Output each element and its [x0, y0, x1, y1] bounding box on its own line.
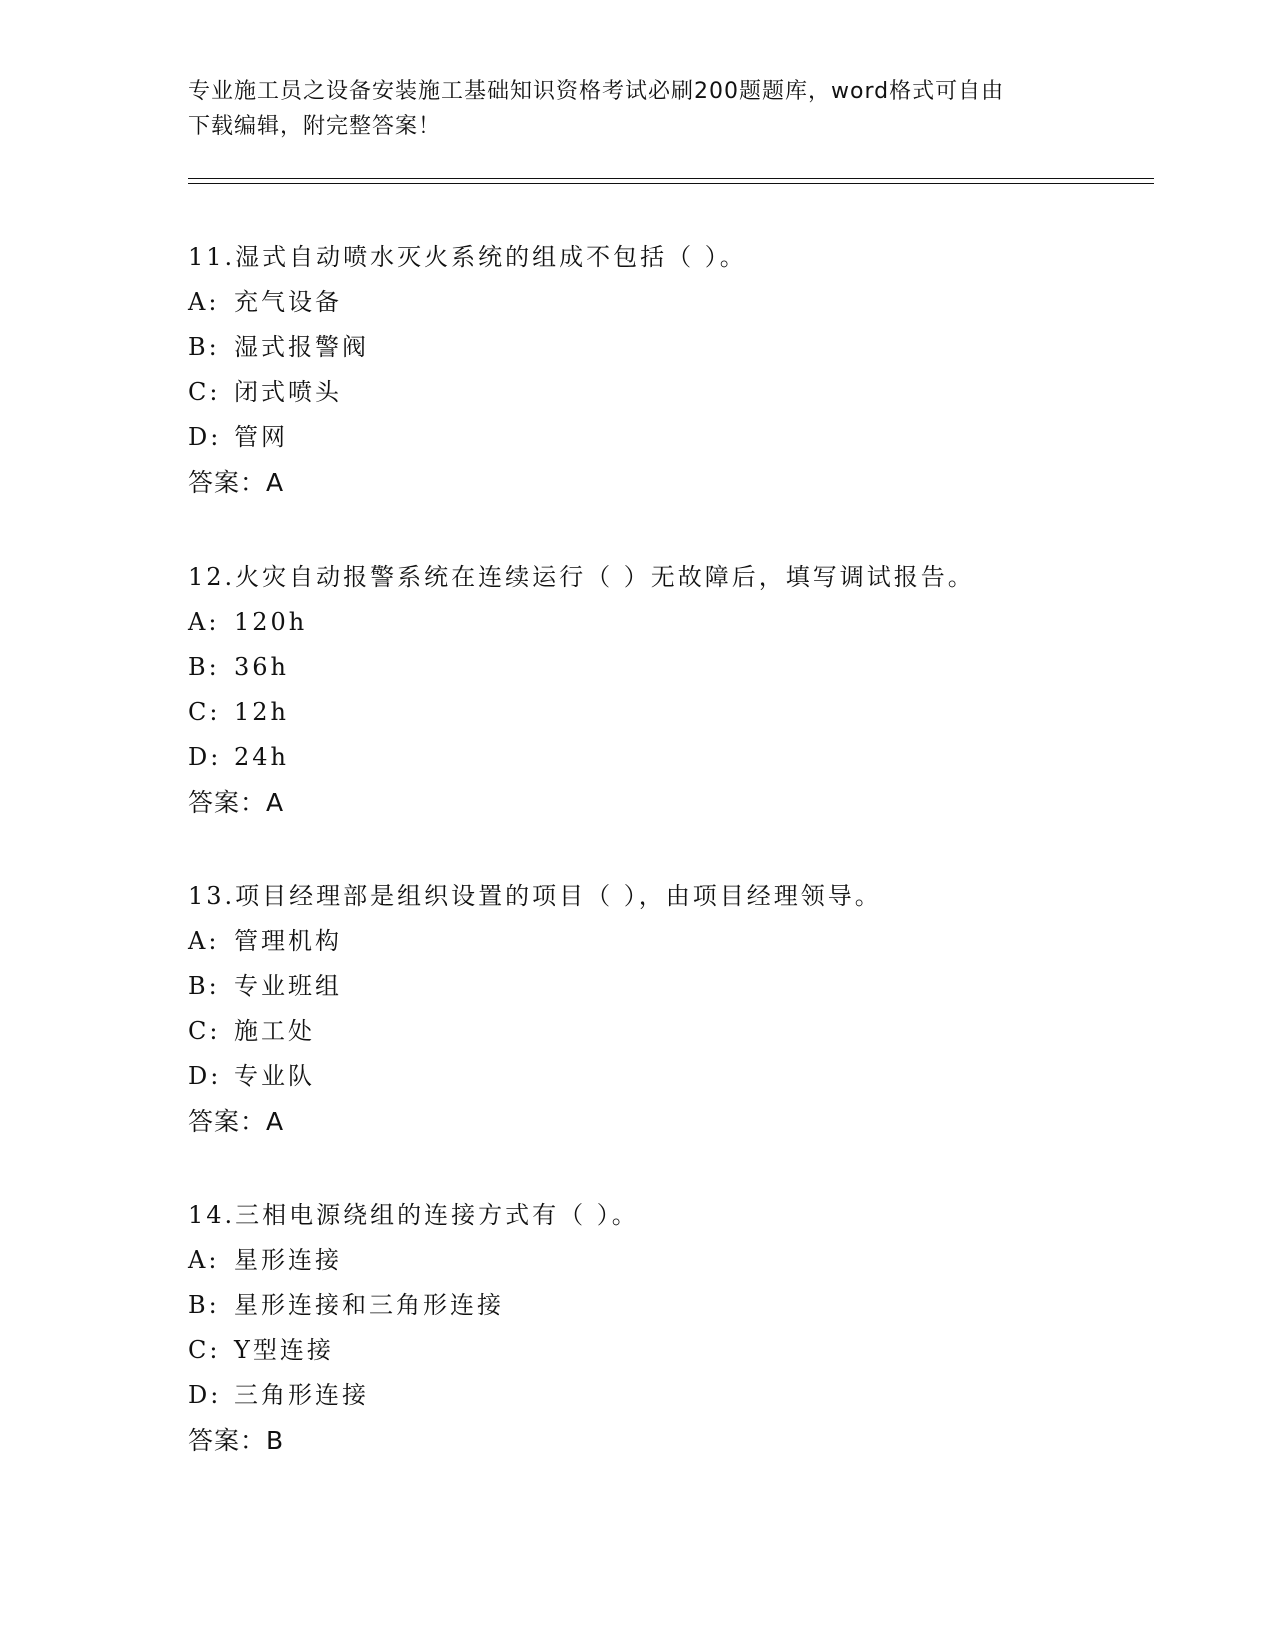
option-key: A: — [188, 288, 220, 316]
question-13 — [188, 874, 1148, 1144]
option-b — [188, 645, 1148, 690]
option-c — [188, 370, 1148, 415]
option-text: 36h — [234, 653, 289, 681]
option-key: B: — [188, 653, 220, 681]
header-line-2: 下载编辑，附完整答案！ — [188, 114, 442, 139]
option-b — [188, 1283, 1148, 1328]
option-c — [188, 1328, 1148, 1373]
question-11 — [188, 235, 1148, 505]
option-text: Y型连接 — [234, 1336, 334, 1364]
header-divider-top — [188, 178, 1154, 179]
option-text: 专业队 — [234, 1062, 315, 1090]
header-divider-bottom — [188, 183, 1154, 184]
option-a — [188, 919, 1148, 964]
option-c — [188, 690, 1148, 735]
answer-line: 答案：B — [188, 1426, 285, 1455]
option-key: C: — [188, 1017, 221, 1045]
option-key: A: — [188, 608, 220, 636]
option-key: A: — [188, 1246, 220, 1274]
option-key: D: — [188, 423, 222, 451]
option-text: 星形连接 — [234, 1246, 342, 1274]
option-text: 星形连接和三角形连接 — [234, 1291, 504, 1319]
answer-line: 答案：A — [188, 1107, 285, 1136]
option-a — [188, 280, 1148, 325]
question-stem: 12.火灾自动报警系统在连续运行（ ）无故障后，填写调试报告。 — [188, 563, 975, 591]
option-d — [188, 735, 1148, 780]
question-12 — [188, 555, 1148, 825]
option-text: 专业班组 — [234, 972, 342, 1000]
question-14 — [188, 1193, 1148, 1463]
option-text: 120h — [234, 608, 308, 636]
option-b — [188, 325, 1148, 370]
option-key: D: — [188, 1062, 222, 1090]
option-text: 管理机构 — [234, 927, 342, 955]
option-a — [188, 1238, 1148, 1283]
option-key: D: — [188, 1381, 222, 1409]
option-b — [188, 964, 1148, 1009]
option-text: 24h — [234, 743, 289, 771]
document-header — [188, 74, 1088, 144]
option-c — [188, 1009, 1148, 1054]
option-text: 充气设备 — [234, 288, 342, 316]
option-key: C: — [188, 378, 221, 406]
header-line-1: 专业施工员之设备安装施工基础知识资格考试必刷200题题库，word格式可自由 — [188, 79, 1005, 104]
option-key: B: — [188, 1291, 220, 1319]
option-text: 施工处 — [234, 1017, 315, 1045]
option-d — [188, 1373, 1148, 1418]
option-key: B: — [188, 333, 220, 361]
option-key: C: — [188, 1336, 221, 1364]
question-stem: 13.项目经理部是组织设置的项目（ ），由项目经理领导。 — [188, 882, 882, 910]
question-stem: 14.三相电源绕组的连接方式有（ ）。 — [188, 1201, 639, 1229]
option-text: 湿式报警阀 — [234, 333, 369, 361]
option-key: A: — [188, 927, 220, 955]
option-key: C: — [188, 698, 221, 726]
option-text: 闭式喷头 — [234, 378, 342, 406]
answer-line: 答案：A — [188, 468, 285, 497]
option-text: 管网 — [234, 423, 288, 451]
option-a — [188, 600, 1148, 645]
option-text: 12h — [234, 698, 289, 726]
option-d — [188, 1054, 1148, 1099]
option-d — [188, 415, 1148, 460]
option-key: B: — [188, 972, 220, 1000]
question-stem: 11.湿式自动喷水灭火系统的组成不包括（ ）。 — [188, 243, 747, 271]
option-key: D: — [188, 743, 222, 771]
option-text: 三角形连接 — [234, 1381, 369, 1409]
answer-line: 答案：A — [188, 788, 285, 817]
